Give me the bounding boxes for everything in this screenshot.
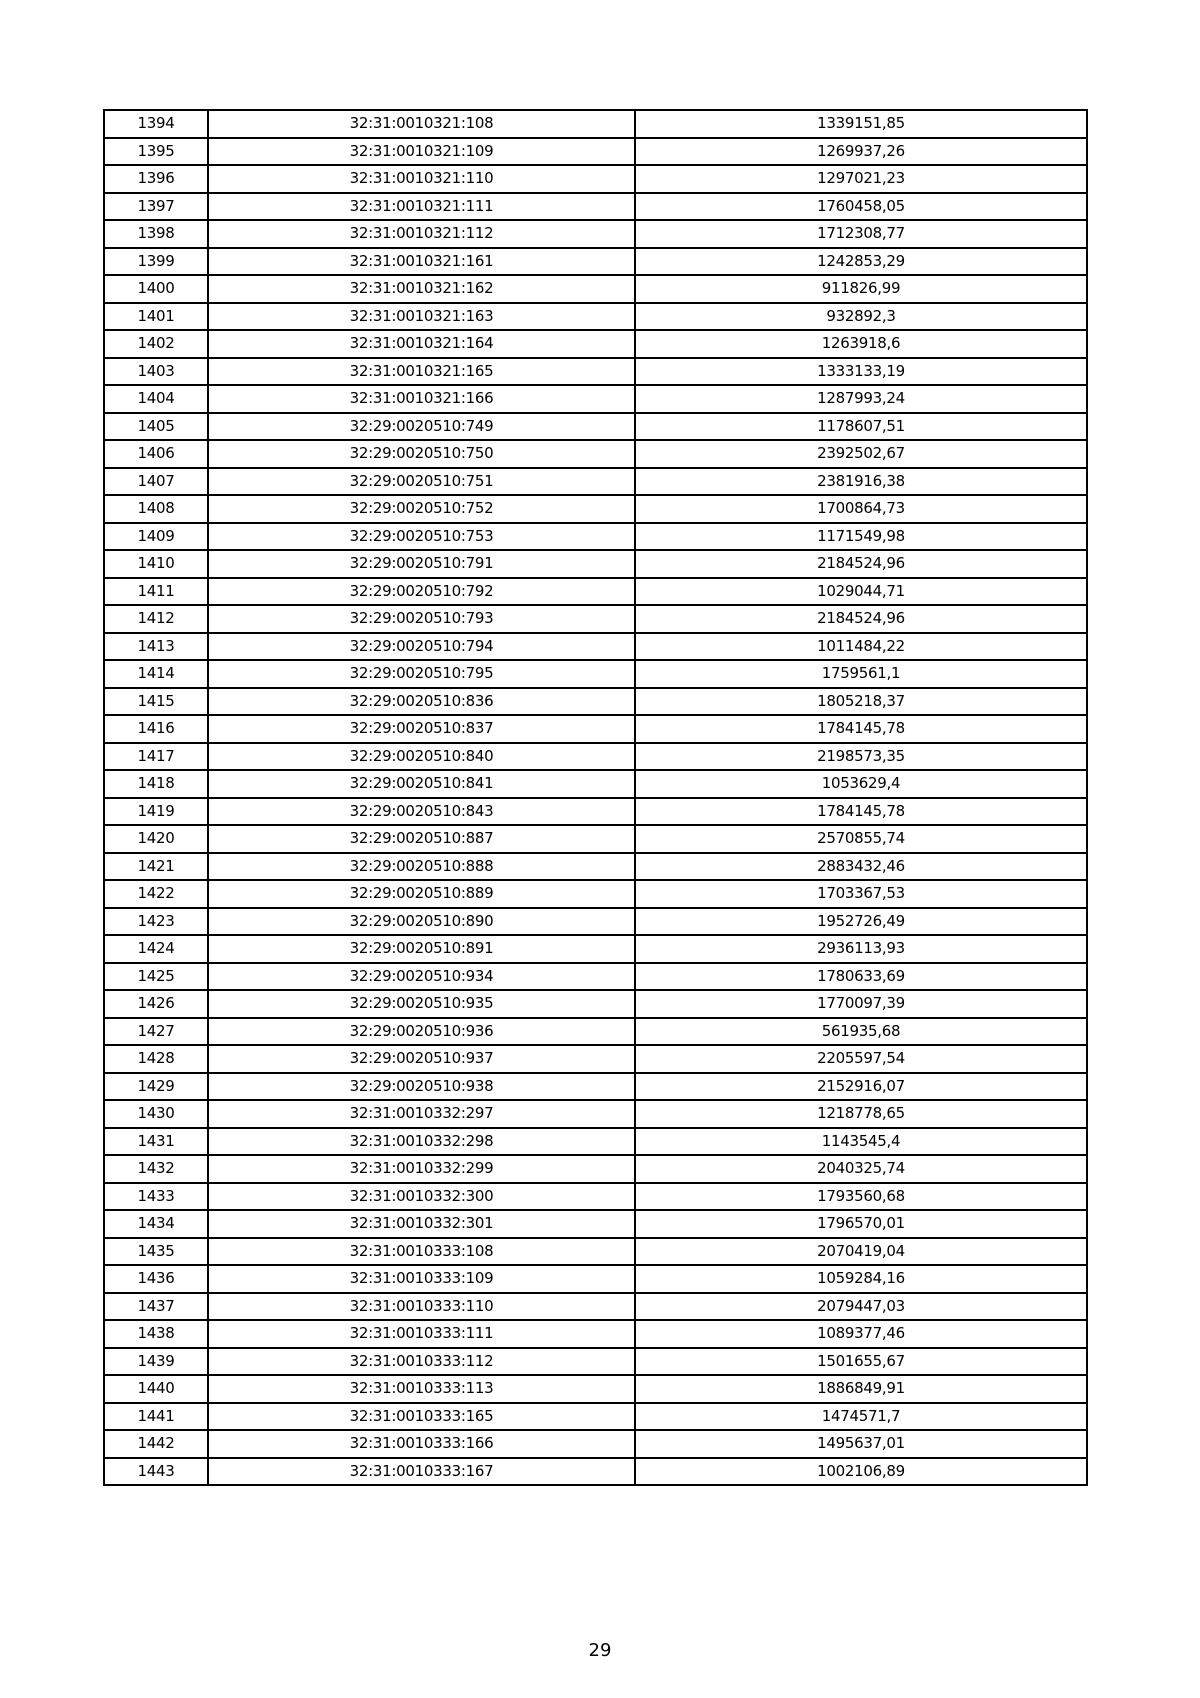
row-number-cell: 1427 [104,1018,208,1046]
value-cell: 1495637,01 [635,1430,1087,1458]
row-number-cell: 1424 [104,935,208,963]
cadastral-number-cell: 32:29:0020510:890 [208,908,635,936]
row-number-cell: 1409 [104,523,208,551]
value-cell: 1501655,67 [635,1348,1087,1376]
table-row [104,1155,1087,1183]
table-row [104,1320,1087,1348]
value-cell: 1333133,19 [635,358,1087,386]
cadastral-number-cell: 32:31:0010321:164 [208,330,635,358]
cadastral-number-cell: 32:31:0010333:165 [208,1403,635,1431]
value-cell: 2184524,96 [635,550,1087,578]
table-row [104,248,1087,276]
value-cell: 911826,99 [635,275,1087,303]
cadastral-number-cell: 32:31:0010333:112 [208,1348,635,1376]
value-cell: 1269937,26 [635,138,1087,166]
table-row [104,1045,1087,1073]
value-cell: 2936113,93 [635,935,1087,963]
value-cell: 1796570,01 [635,1210,1087,1238]
table-row [104,660,1087,688]
cadastral-number-cell: 32:31:0010321:161 [208,248,635,276]
cadastral-number-cell: 32:31:0010332:298 [208,1128,635,1156]
value-cell: 1805218,37 [635,688,1087,716]
page-number: 29 [588,1640,612,1661]
row-number-cell: 1420 [104,825,208,853]
value-cell: 1759561,1 [635,660,1087,688]
row-number-cell: 1425 [104,963,208,991]
value-cell: 1474571,7 [635,1403,1087,1431]
table-row [104,468,1087,496]
cadastral-number-cell: 32:31:0010333:166 [208,1430,635,1458]
row-number-cell: 1422 [104,880,208,908]
value-cell: 1784145,78 [635,798,1087,826]
row-number-cell: 1399 [104,248,208,276]
row-number-cell: 1442 [104,1430,208,1458]
row-number-cell: 1408 [104,495,208,523]
row-number-cell: 1437 [104,1293,208,1321]
row-number-cell: 1404 [104,385,208,413]
row-number-cell: 1396 [104,165,208,193]
table-body [104,110,1087,1485]
value-cell: 1770097,39 [635,990,1087,1018]
cadastral-number-cell: 32:29:0020510:891 [208,935,635,963]
value-cell: 2184524,96 [635,605,1087,633]
value-cell: 1287993,24 [635,385,1087,413]
cadastral-number-cell: 32:29:0020510:791 [208,550,635,578]
value-cell: 1171549,98 [635,523,1087,551]
row-number-cell: 1407 [104,468,208,496]
table-row [104,385,1087,413]
cadastral-number-cell: 32:31:0010333:110 [208,1293,635,1321]
cadastral-number-cell: 32:31:0010321:109 [208,138,635,166]
table-row [104,1128,1087,1156]
row-number-cell: 1435 [104,1238,208,1266]
table-row [104,1430,1087,1458]
value-cell: 2040325,74 [635,1155,1087,1183]
row-number-cell: 1421 [104,853,208,881]
row-number-cell: 1434 [104,1210,208,1238]
cadastral-number-cell: 32:31:0010332:300 [208,1183,635,1211]
table-row [104,715,1087,743]
cadastral-number-cell: 32:31:0010333:109 [208,1265,635,1293]
value-cell: 2883432,46 [635,853,1087,881]
table-row [104,165,1087,193]
value-cell: 1297021,23 [635,165,1087,193]
cadastral-number-cell: 32:31:0010321:162 [208,275,635,303]
table-row [104,1018,1087,1046]
value-cell: 2070419,04 [635,1238,1087,1266]
row-number-cell: 1400 [104,275,208,303]
cadastral-number-cell: 32:29:0020510:794 [208,633,635,661]
cadastral-number-cell: 32:31:0010321:112 [208,220,635,248]
table-row [104,358,1087,386]
cadastral-number-cell: 32:31:0010332:301 [208,1210,635,1238]
table-row [104,605,1087,633]
value-cell: 2381916,38 [635,468,1087,496]
row-number-cell: 1416 [104,715,208,743]
table-row [104,220,1087,248]
row-number-cell: 1405 [104,413,208,441]
cadastral-number-cell: 32:31:0010332:299 [208,1155,635,1183]
row-number-cell: 1431 [104,1128,208,1156]
cadastral-number-cell: 32:31:0010333:108 [208,1238,635,1266]
row-number-cell: 1436 [104,1265,208,1293]
table-row [104,330,1087,358]
table-row [104,688,1087,716]
cadastral-number-cell: 32:31:0010321:110 [208,165,635,193]
row-number-cell: 1423 [104,908,208,936]
table-row [104,880,1087,908]
table-row [104,138,1087,166]
cadastral-number-cell: 32:31:0010321:165 [208,358,635,386]
row-number-cell: 1395 [104,138,208,166]
row-number-cell: 1426 [104,990,208,1018]
value-cell: 1178607,51 [635,413,1087,441]
row-number-cell: 1410 [104,550,208,578]
table-row [104,1375,1087,1403]
cadastral-number-cell: 32:31:0010321:111 [208,193,635,221]
value-cell: 1712308,77 [635,220,1087,248]
table-row [104,963,1087,991]
table-row [104,303,1087,331]
table-row [104,853,1087,881]
row-number-cell: 1397 [104,193,208,221]
row-number-cell: 1413 [104,633,208,661]
table-row [104,440,1087,468]
cadastral-number-cell: 32:29:0020510:837 [208,715,635,743]
table-row [104,1458,1087,1486]
cadastral-number-cell: 32:29:0020510:937 [208,1045,635,1073]
value-cell: 1703367,53 [635,880,1087,908]
row-number-cell: 1414 [104,660,208,688]
cadastral-number-cell: 32:31:0010321:163 [208,303,635,331]
table-row [104,1100,1087,1128]
table-row [104,798,1087,826]
table-row [104,1238,1087,1266]
row-number-cell: 1398 [104,220,208,248]
data-table [103,109,1088,1486]
row-number-cell: 1441 [104,1403,208,1431]
row-number-cell: 1411 [104,578,208,606]
value-cell: 1760458,05 [635,193,1087,221]
value-cell: 2205597,54 [635,1045,1087,1073]
row-number-cell: 1429 [104,1073,208,1101]
row-number-cell: 1440 [104,1375,208,1403]
table-row [104,990,1087,1018]
value-cell: 1263918,6 [635,330,1087,358]
cadastral-number-cell: 32:29:0020510:841 [208,770,635,798]
cadastral-number-cell: 32:31:0010321:108 [208,110,635,138]
table-row [104,935,1087,963]
row-number-cell: 1419 [104,798,208,826]
cadastral-number-cell: 32:29:0020510:938 [208,1073,635,1101]
table-row [104,743,1087,771]
table-row [104,1403,1087,1431]
cadastral-number-cell: 32:31:0010333:113 [208,1375,635,1403]
value-cell: 1143545,4 [635,1128,1087,1156]
table-row [104,275,1087,303]
cadastral-number-cell: 32:31:0010333:111 [208,1320,635,1348]
table-row [104,908,1087,936]
value-cell: 1218778,65 [635,1100,1087,1128]
cadastral-number-cell: 32:31:0010321:166 [208,385,635,413]
value-cell: 1053629,4 [635,770,1087,798]
cadastral-number-cell: 32:29:0020510:795 [208,660,635,688]
row-number-cell: 1394 [104,110,208,138]
cadastral-number-cell: 32:29:0020510:934 [208,963,635,991]
cadastral-number-cell: 32:29:0020510:887 [208,825,635,853]
row-number-cell: 1430 [104,1100,208,1128]
cadastral-number-cell: 32:29:0020510:750 [208,440,635,468]
cadastral-number-cell: 32:29:0020510:752 [208,495,635,523]
value-cell: 2198573,35 [635,743,1087,771]
cadastral-number-cell: 32:29:0020510:793 [208,605,635,633]
value-cell: 1011484,22 [635,633,1087,661]
value-cell: 1784145,78 [635,715,1087,743]
row-number-cell: 1432 [104,1155,208,1183]
value-cell: 1089377,46 [635,1320,1087,1348]
cadastral-number-cell: 32:29:0020510:889 [208,880,635,908]
value-cell: 2152916,07 [635,1073,1087,1101]
table-row [104,1293,1087,1321]
cadastral-number-cell: 32:29:0020510:749 [208,413,635,441]
value-cell: 2079447,03 [635,1293,1087,1321]
table-row [104,770,1087,798]
cadastral-number-cell: 32:29:0020510:888 [208,853,635,881]
cadastral-number-cell: 32:29:0020510:751 [208,468,635,496]
value-cell: 1029044,71 [635,578,1087,606]
cadastral-number-cell: 32:31:0010333:167 [208,1458,635,1486]
value-cell: 2392502,67 [635,440,1087,468]
value-cell: 1700864,73 [635,495,1087,523]
value-cell: 1793560,68 [635,1183,1087,1211]
row-number-cell: 1417 [104,743,208,771]
row-number-cell: 1415 [104,688,208,716]
row-number-cell: 1438 [104,1320,208,1348]
value-cell: 1059284,16 [635,1265,1087,1293]
cadastral-number-cell: 32:29:0020510:843 [208,798,635,826]
row-number-cell: 1403 [104,358,208,386]
table-row [104,1210,1087,1238]
cadastral-number-cell: 32:29:0020510:840 [208,743,635,771]
value-cell: 1339151,85 [635,110,1087,138]
value-cell: 1780633,69 [635,963,1087,991]
row-number-cell: 1418 [104,770,208,798]
row-number-cell: 1428 [104,1045,208,1073]
table-row [104,578,1087,606]
row-number-cell: 1401 [104,303,208,331]
cadastral-number-cell: 32:29:0020510:753 [208,523,635,551]
table-row [104,413,1087,441]
cadastral-number-cell: 32:29:0020510:836 [208,688,635,716]
table-row [104,523,1087,551]
table-row [104,633,1087,661]
value-cell: 1952726,49 [635,908,1087,936]
row-number-cell: 1406 [104,440,208,468]
table-row [104,550,1087,578]
row-number-cell: 1433 [104,1183,208,1211]
value-cell: 561935,68 [635,1018,1087,1046]
value-cell: 1242853,29 [635,248,1087,276]
cadastral-number-cell: 32:29:0020510:935 [208,990,635,1018]
row-number-cell: 1412 [104,605,208,633]
cadastral-number-cell: 32:29:0020510:936 [208,1018,635,1046]
row-number-cell: 1402 [104,330,208,358]
table-row [104,1265,1087,1293]
row-number-cell: 1439 [104,1348,208,1376]
table-row [104,495,1087,523]
value-cell: 1002106,89 [635,1458,1087,1486]
cadastral-number-cell: 32:31:0010332:297 [208,1100,635,1128]
table-row [104,825,1087,853]
table-row [104,110,1087,138]
value-cell: 932892,3 [635,303,1087,331]
table-row [104,1348,1087,1376]
table-row [104,1073,1087,1101]
table-row [104,193,1087,221]
table-row [104,1183,1087,1211]
row-number-cell: 1443 [104,1458,208,1486]
value-cell: 1886849,91 [635,1375,1087,1403]
value-cell: 2570855,74 [635,825,1087,853]
cadastral-number-cell: 32:29:0020510:792 [208,578,635,606]
